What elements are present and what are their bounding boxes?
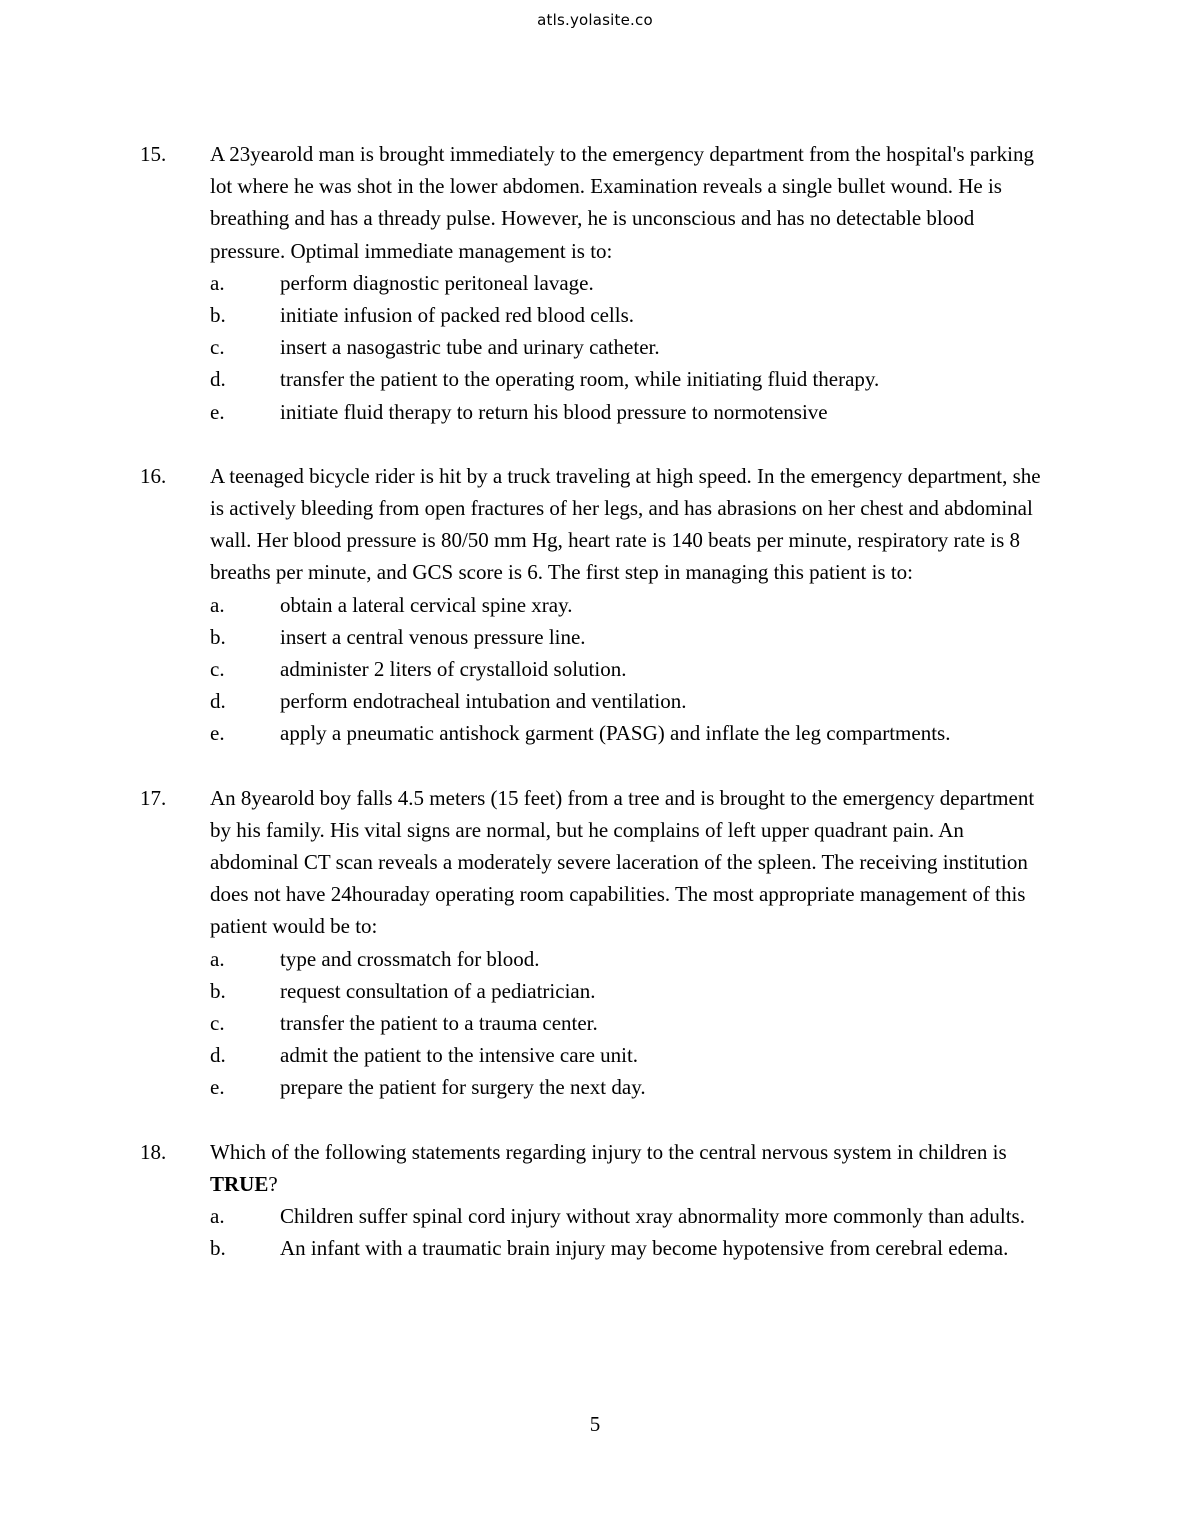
option-text: apply a pneumatic antishock garment (PASG) and inflate the leg compartments.	[280, 721, 951, 746]
option-letter: b.	[210, 1236, 226, 1261]
question-text-before: Which of the following statements regarding injury to the central nervous system in children is	[210, 1139, 1007, 1164]
question-text: A teenaged bicycle rider is hit by a truck traveling at high speed. In the emergency department, she is actively bleeding from open fractures of her legs, and has abrasions on her chest and abdominal wall. Her blood pressure is 80/50 mm Hg, heart rate is 140 beats per minute, respiratory rate is 8 breaths per minute, and GCS score is 6. The first step in managing this patient is to:	[210, 463, 1041, 585]
option-text: initiate fluid therapy to return his blood pressure to normotensive	[280, 399, 828, 424]
option-text: transfer the patient to a trauma center.	[280, 1011, 598, 1036]
option-letter: d.	[210, 1043, 226, 1068]
option-letter: c.	[210, 1011, 225, 1036]
answer-option-e	[210, 717, 1050, 749]
option-letter: c.	[210, 335, 225, 360]
option-letter: a.	[210, 592, 225, 617]
page-number: 5	[589, 1412, 601, 1436]
option-letter: b.	[210, 624, 226, 649]
option-letter: e.	[210, 721, 225, 746]
page-header-site: atls.yolasite.co	[537, 11, 653, 29]
option-text: administer 2 liters of crystalloid solution.	[280, 657, 627, 682]
answer-option-e	[210, 1071, 1050, 1103]
answer-options	[210, 589, 1050, 750]
answer-option-e	[210, 396, 1050, 428]
option-text: request consultation of a pediatrician.	[280, 978, 596, 1003]
answer-options	[210, 267, 1050, 428]
answer-option-b	[210, 621, 1050, 653]
answer-option-a	[210, 1200, 1050, 1232]
answer-option-b	[210, 975, 1050, 1007]
question-15	[140, 138, 1050, 428]
answer-option-a	[210, 267, 1050, 299]
question-16	[140, 460, 1050, 750]
option-text: insert a central venous pressure line.	[280, 624, 586, 649]
answer-options	[210, 943, 1050, 1104]
option-text: obtain a lateral cervical spine xray.	[280, 592, 573, 617]
answer-options	[210, 1200, 1050, 1264]
answer-option-b	[210, 299, 1050, 331]
question-text-after: ?	[268, 1171, 278, 1196]
option-text: insert a nasogastric tube and urinary catheter.	[280, 335, 660, 360]
question-number: 18.	[140, 1139, 167, 1164]
option-text: perform diagnostic peritoneal lavage.	[280, 270, 594, 295]
answer-option-d	[210, 1039, 1050, 1071]
option-letter: d.	[210, 689, 226, 714]
option-letter: a.	[210, 270, 225, 295]
option-letter: e.	[210, 399, 225, 424]
question-number: 15.	[140, 142, 167, 166]
answer-option-a	[210, 589, 1050, 621]
option-letter: a.	[210, 946, 225, 971]
option-text: perform endotracheal intubation and ventilation.	[280, 689, 687, 714]
option-text: admit the patient to the intensive care unit.	[280, 1043, 639, 1068]
answer-option-c	[210, 331, 1050, 363]
question-list	[140, 138, 1050, 1297]
question-text	[210, 1136, 1050, 1200]
option-letter: d.	[210, 367, 226, 392]
option-letter: e.	[210, 1075, 225, 1100]
question-18	[140, 1136, 1050, 1265]
question-17	[140, 782, 1050, 1104]
question-text: A 23yearold man is brought immediately to the emergency department from the hospital's parking lot where he was shot in the lower abdomen. Examination reveals a single bullet wound. He is breathing and has a thready pulse. However, he is unconscious and has no detectable blood pressure. Optimal immediate management is to:	[210, 142, 1034, 263]
answer-option-d	[210, 685, 1050, 717]
answer-option-a	[210, 943, 1050, 975]
answer-option-c	[210, 653, 1050, 685]
option-text: prepare the patient for surgery the next day.	[280, 1075, 646, 1100]
option-text: initiate infusion of packed red blood cells.	[280, 303, 634, 328]
option-letter: a.	[210, 1204, 225, 1229]
question-text-emphasis: TRUE	[210, 1171, 269, 1196]
option-letter: b.	[210, 303, 226, 328]
question-number: 17.	[140, 785, 167, 810]
question-text: An 8yearold boy falls 4.5 meters (15 feet) from a tree and is brought to the emergency department by his family. His vital signs are normal, but he complains of left upper quadrant pain. An abdominal CT scan reveals a moderately severe laceration of the spleen. The receiving institution does not have 24houraday operating room capabilities. The most appropriate management of this patient would be to:	[210, 785, 1035, 939]
answer-option-d	[210, 363, 1050, 395]
option-text: Children suffer spinal cord injury without xray abnormality more commonly than adults.	[280, 1204, 1025, 1229]
option-text: type and crossmatch for blood.	[280, 946, 540, 971]
answer-option-b	[210, 1232, 1050, 1264]
option-letter: b.	[210, 978, 226, 1003]
option-text: transfer the patient to the operating room, while initiating fluid therapy.	[280, 367, 880, 392]
answer-option-c	[210, 1007, 1050, 1039]
question-number: 16.	[140, 463, 167, 488]
option-text: An infant with a traumatic brain injury may become hypotensive from cerebral edema.	[280, 1236, 1009, 1261]
option-letter: c.	[210, 657, 225, 682]
